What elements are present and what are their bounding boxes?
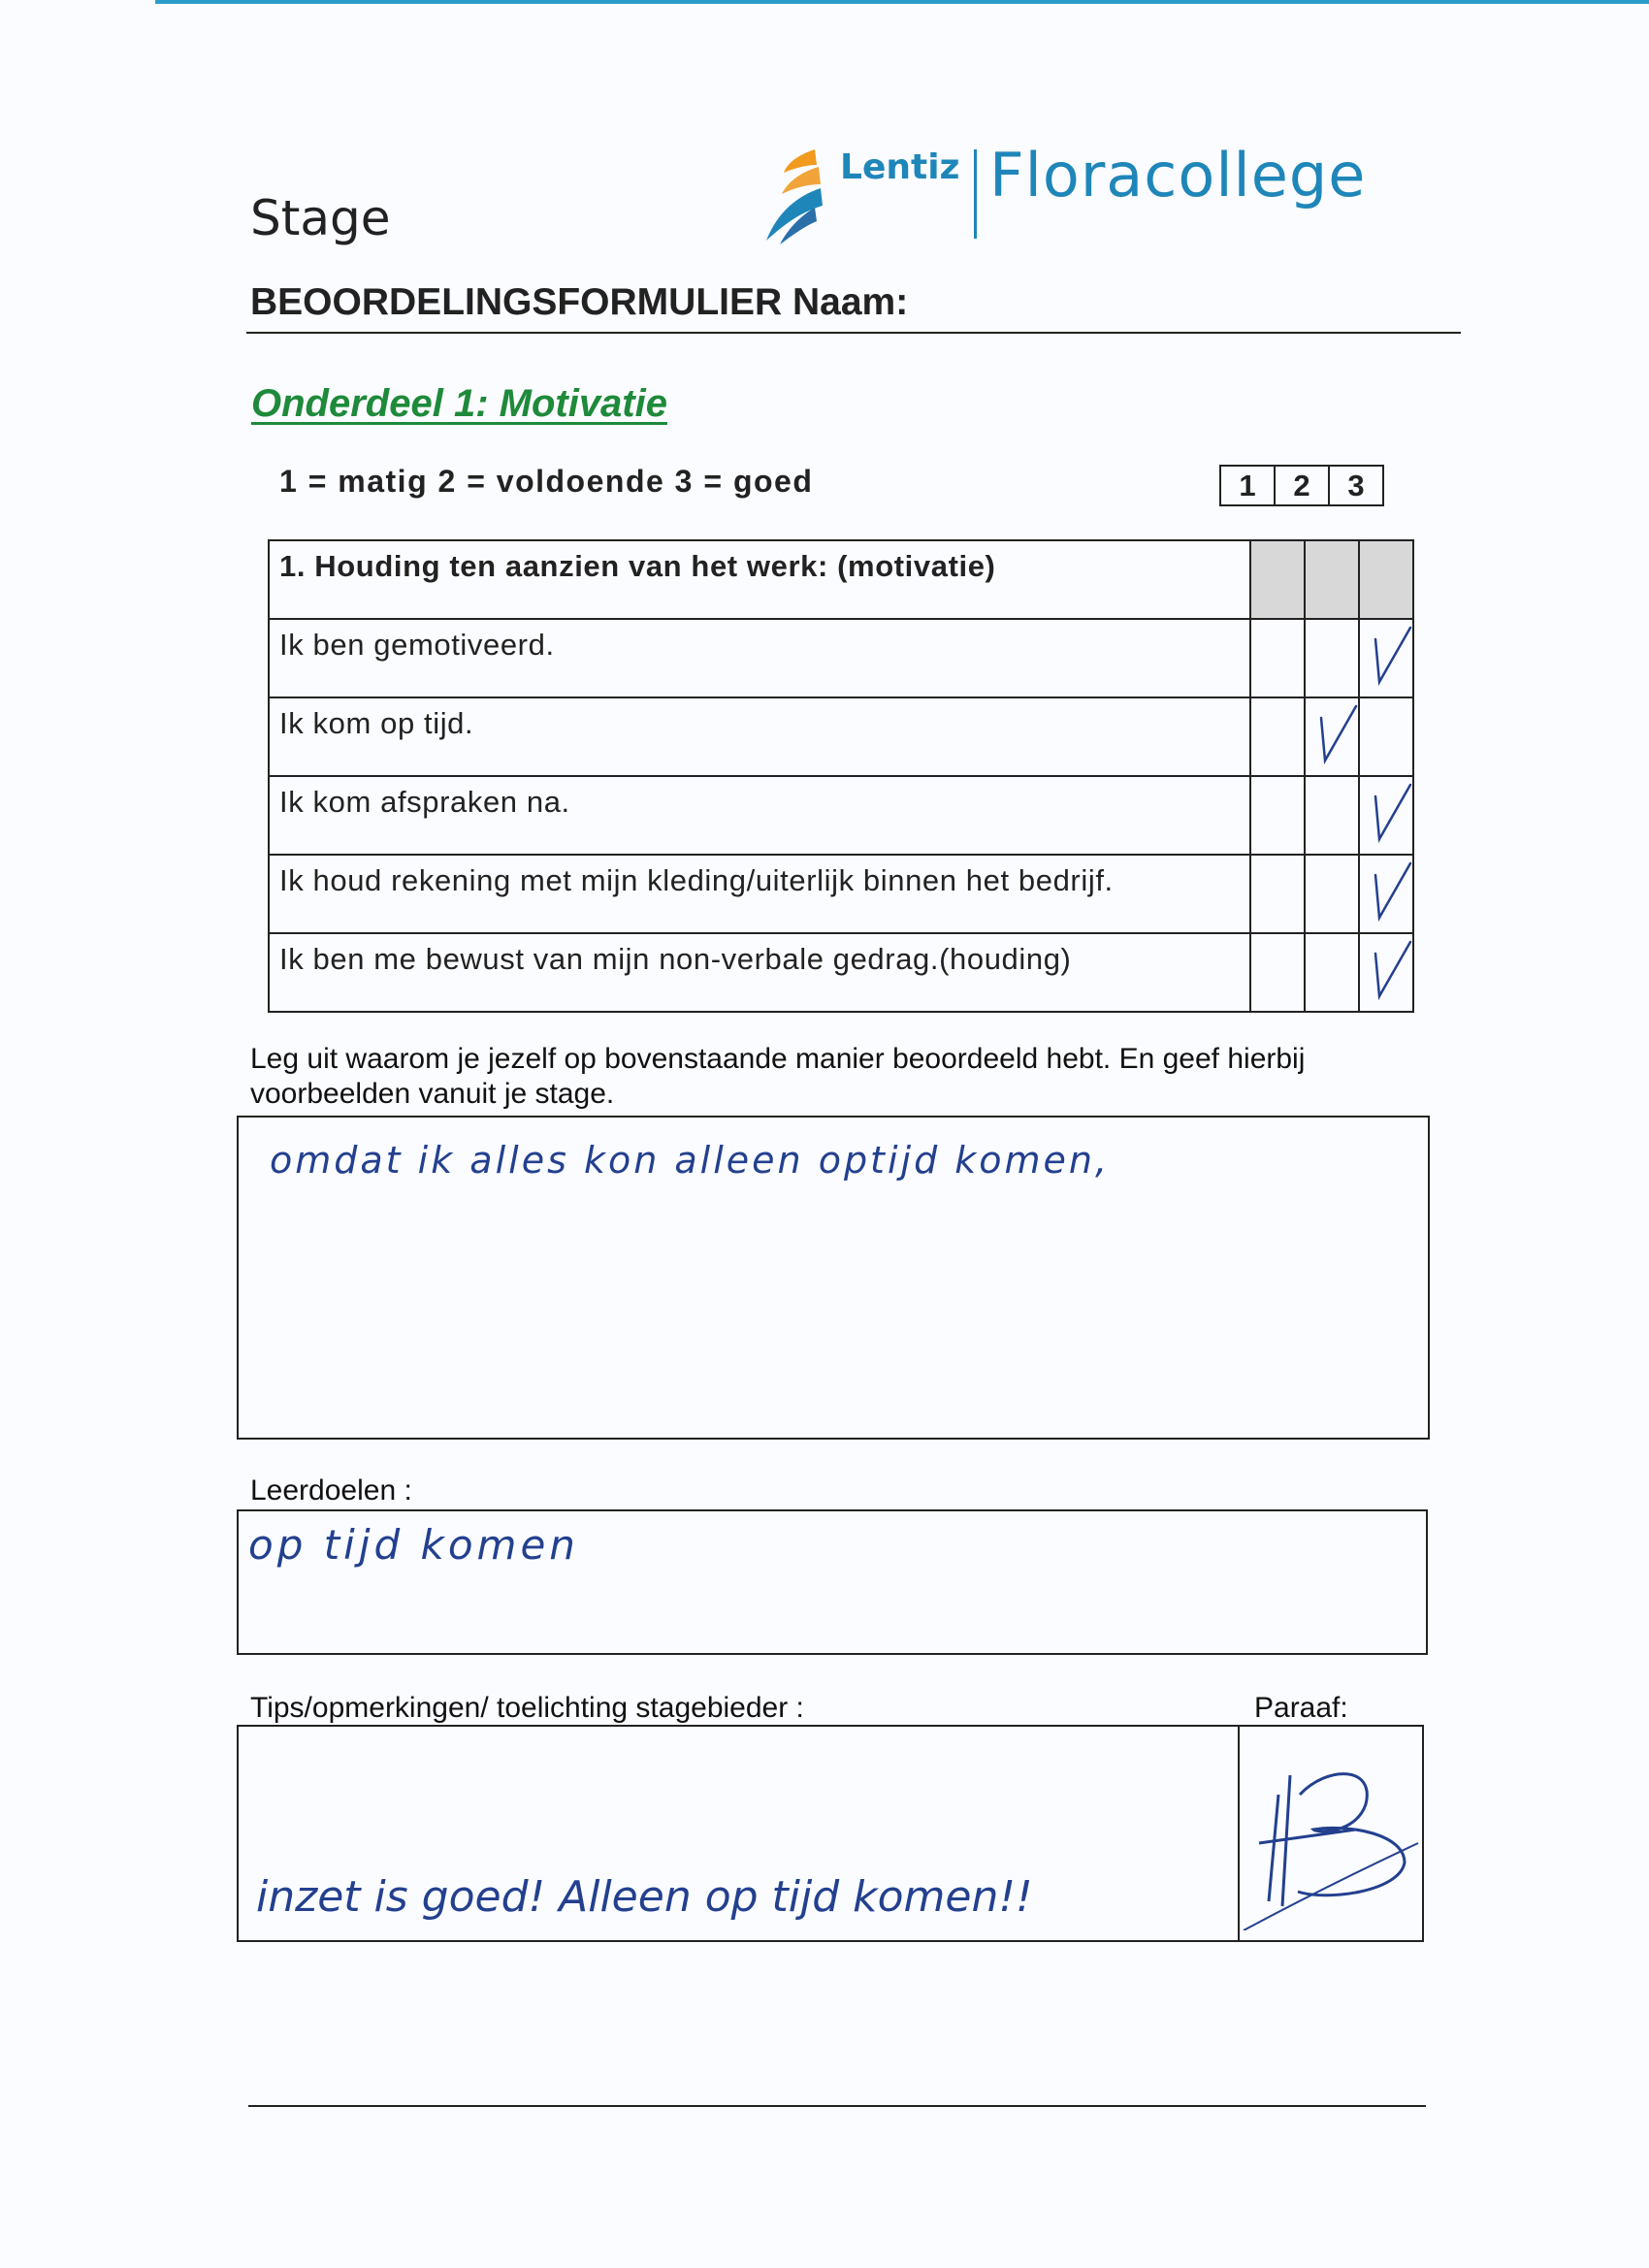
scale-col-2: 2	[1276, 467, 1330, 504]
logo-college: Floracollege	[989, 140, 1367, 211]
score-cell-3[interactable]	[1359, 619, 1413, 697]
statement-cell: Ik houd rekening met mijn kleding/uiterlijk binnen het bedrijf.	[269, 855, 1250, 933]
scan-edge-line	[155, 0, 1649, 4]
score-cell-3[interactable]	[1359, 776, 1413, 855]
school-logo	[759, 136, 1379, 252]
check-mark-icon	[1366, 783, 1412, 845]
scale-header	[1219, 465, 1384, 506]
scale-col-3: 3	[1347, 469, 1365, 502]
table-row	[269, 933, 1413, 1012]
section-title: Onderdeel 1: Motivatie	[251, 382, 667, 425]
table-row	[269, 776, 1413, 855]
explanation-answer: omdat ik alles kon alleen optijd komen,	[270, 1139, 1111, 1182]
check-mark-icon	[1366, 861, 1412, 923]
name-line	[246, 332, 1461, 334]
goals-label: Leerdoelen :	[250, 1474, 412, 1507]
explanation-box[interactable]	[237, 1116, 1430, 1440]
rating-table	[268, 539, 1414, 1013]
check-mark-icon	[1366, 940, 1412, 1002]
score-cell-3[interactable]	[1359, 855, 1413, 933]
tips-box[interactable]	[237, 1725, 1240, 1942]
table-heading: 1. Houding ten aanzien van het werk: (motivatie)	[269, 540, 1250, 619]
score-cell-2[interactable]	[1305, 855, 1359, 933]
statement-cell: Ik kom op tijd.	[269, 697, 1250, 776]
logo-divider	[974, 149, 977, 239]
goals-answer: op tijd komen	[248, 1521, 579, 1569]
score-cell-2[interactable]	[1305, 776, 1359, 855]
score-cell-1[interactable]	[1250, 933, 1305, 1012]
signature-drawing	[1240, 1736, 1422, 1930]
flame-logo-icon	[759, 144, 836, 246]
table-row	[269, 619, 1413, 697]
tips-label: Tips/opmerkingen/ toelichting stagebieder :	[250, 1692, 804, 1724]
statement-cell: Ik ben me bewust van mijn non-verbale gedrag.(houding)	[269, 933, 1250, 1012]
score-cell-2[interactable]	[1305, 933, 1359, 1012]
table-row	[269, 855, 1413, 933]
score-cell-2[interactable]	[1305, 697, 1359, 776]
initials-box[interactable]	[1238, 1725, 1424, 1942]
check-mark-icon	[1366, 626, 1412, 688]
stage-label: Stage	[250, 190, 391, 246]
score-cell-3[interactable]	[1359, 697, 1413, 776]
scale-col-1: 1	[1221, 467, 1276, 504]
score-cell-2[interactable]	[1305, 619, 1359, 697]
logo-brand: Lentiz	[840, 147, 960, 187]
score-cell-1[interactable]	[1250, 776, 1305, 855]
statement-cell: Ik kom afspraken na.	[269, 776, 1250, 855]
score-cell-1[interactable]	[1250, 855, 1305, 933]
explanation-prompt: Leg uit waarom je jezelf op bovenstaande manier beoordeeld hebt. En geef hierbij voorbeelden vanuit je stage.	[250, 1043, 1306, 1110]
goals-box[interactable]	[237, 1509, 1428, 1655]
tips-answer: inzet is goed! Alleen op tijd komen!!	[256, 1872, 1033, 1922]
heading-cell-3	[1359, 540, 1413, 619]
footer-line	[248, 2105, 1426, 2107]
heading-cell-2	[1305, 540, 1359, 619]
check-mark-icon	[1311, 704, 1358, 766]
statement-cell: Ik ben gemotiveerd.	[269, 619, 1250, 697]
table-heading-row	[269, 540, 1413, 619]
score-cell-3[interactable]	[1359, 933, 1413, 1012]
scale-legend: 1 = matig 2 = voldoende 3 = goed	[279, 464, 814, 499]
form-title: BEOORDELINGSFORMULIER Naam:	[250, 281, 909, 323]
heading-cell-1	[1250, 540, 1305, 619]
score-cell-1[interactable]	[1250, 697, 1305, 776]
initials-label: Paraaf:	[1254, 1692, 1348, 1724]
score-cell-1[interactable]	[1250, 619, 1305, 697]
table-row	[269, 697, 1413, 776]
